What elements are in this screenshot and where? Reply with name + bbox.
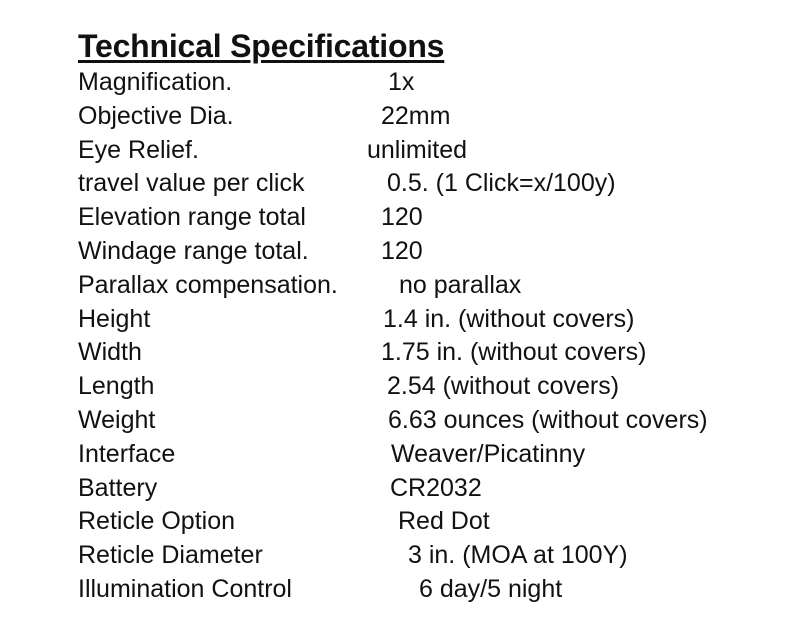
- spec-label: Battery: [78, 473, 158, 502]
- spec-value: no parallax: [399, 270, 522, 299]
- spec-label: Illumination Control: [78, 574, 292, 603]
- spec-label: Interface: [78, 439, 176, 468]
- spec-value: 0.5. (1 Click=x/100y): [387, 169, 616, 198]
- spec-row-interface: [78, 438, 586, 472]
- spec-row-elevation-range: [78, 201, 444, 235]
- spec-value: 1x: [388, 68, 415, 96]
- spec-label: Objective Dia.: [78, 101, 234, 130]
- spec-value: 1.4 in. (without covers): [383, 304, 635, 333]
- spec-list: [78, 66, 708, 607]
- spec-label: Reticle Option: [78, 507, 236, 536]
- spec-label: Elevation range total: [78, 203, 306, 232]
- spec-row-travel-value: [78, 167, 616, 201]
- page-title: Technical Specifications: [78, 28, 445, 64]
- spec-value: 6.63 ounces (without covers): [388, 405, 708, 434]
- spec-value: 22mm: [381, 101, 451, 130]
- spec-row-parallax: [78, 269, 522, 303]
- spec-value: Red Dot: [398, 507, 490, 536]
- spec-row-illumination-control: [78, 573, 563, 607]
- spec-label: travel value per click: [78, 169, 305, 198]
- spec-row-height: [78, 303, 635, 337]
- spec-value: 1.75 in. (without covers): [381, 338, 647, 367]
- spec-row-length: [78, 370, 620, 404]
- spec-label: Magnification.: [78, 68, 233, 96]
- spec-row-width: [78, 336, 647, 370]
- spec-value: 3 in. (MOA at 100Y): [408, 541, 628, 570]
- spec-label: Height: [78, 304, 151, 333]
- spec-row-reticle-diameter: [78, 539, 628, 573]
- spec-label: Windage range total.: [78, 236, 309, 265]
- spec-value: 6 day/5 night: [419, 574, 563, 603]
- spec-row-magnification: [78, 66, 444, 100]
- spec-label: Parallax compensation.: [78, 270, 338, 299]
- spec-value: 2.54 (without covers): [387, 372, 620, 401]
- spec-row-weight: [78, 404, 708, 438]
- spec-row-windage-range: [78, 235, 444, 269]
- spec-label: Reticle Diameter: [78, 541, 263, 570]
- spec-row-eye-relief: [78, 134, 468, 168]
- spec-value: unlimited: [367, 135, 468, 164]
- spec-label: Length: [78, 372, 155, 401]
- spec-value: CR2032: [390, 473, 482, 502]
- spec-row-reticle-option: [78, 505, 490, 539]
- spec-value: Weaver/Picatinny: [391, 439, 586, 468]
- spec-value: 120: [381, 236, 423, 265]
- spec-value: 120: [381, 203, 423, 232]
- spec-label: Eye Relief.: [78, 135, 199, 164]
- spec-label: Width: [78, 338, 142, 367]
- spec-label: Weight: [78, 405, 156, 434]
- spec-document: [78, 26, 708, 607]
- spec-row-objective-dia: [78, 100, 451, 134]
- spec-row-battery: [78, 472, 482, 506]
